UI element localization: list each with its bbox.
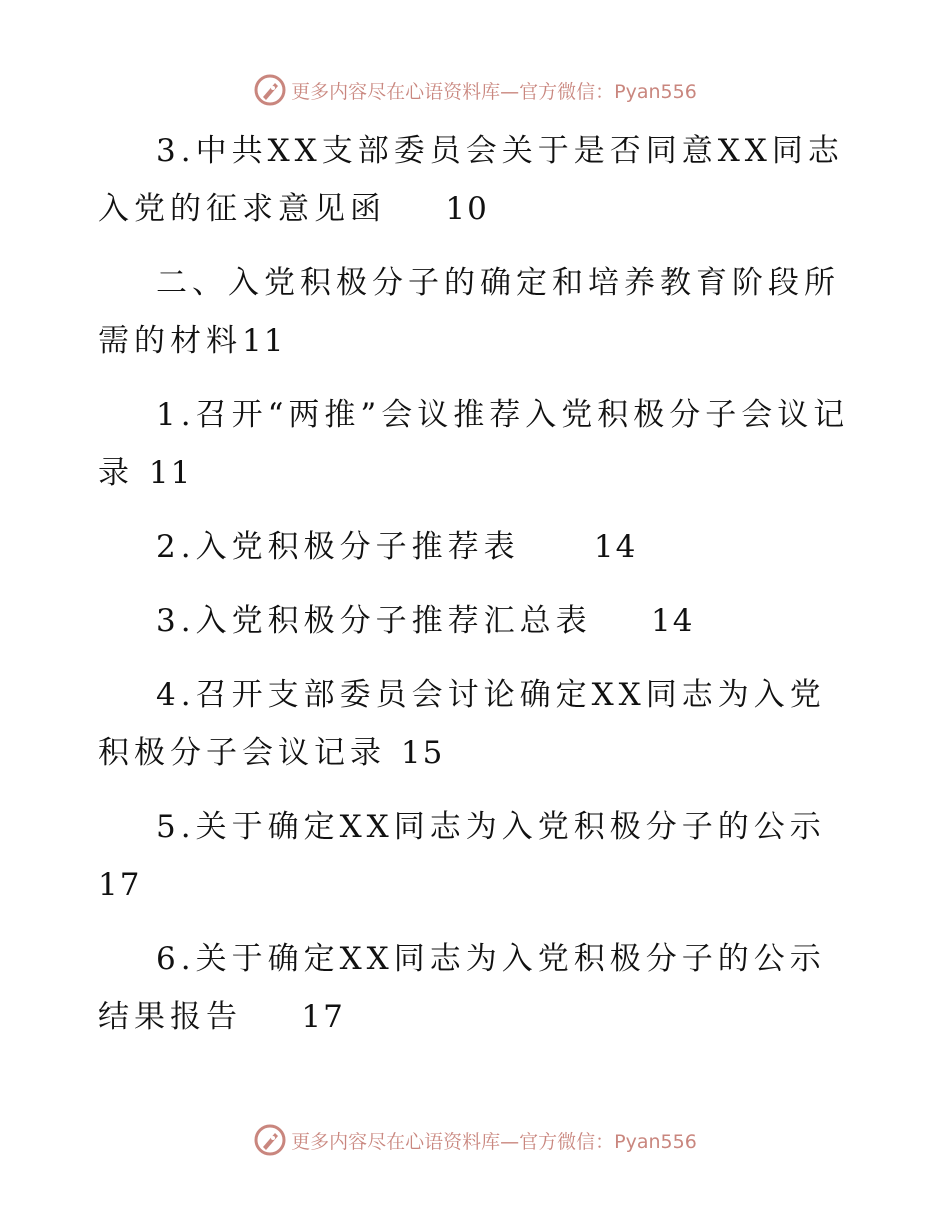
toc-entry[interactable] <box>98 386 858 502</box>
pen-nib-logo <box>253 1123 287 1157</box>
toc-entry-title: 6.关于确定XX同志为入党积极分子的公示结果报告 <box>98 941 826 1035</box>
watermark-text: 更多内容尽在心语资料库—官方微信：Pyan556 <box>291 1130 697 1153</box>
toc-entry-title: 2.入党积极分子推荐表 <box>156 529 520 565</box>
header-watermark <box>0 70 950 110</box>
toc-entry[interactable] <box>98 930 858 1046</box>
toc-entry-title: 1.召开“两推”会议推荐入党积极分子会议记录 <box>98 397 850 491</box>
toc-entry-title: 4.召开支部委员会讨论确定XX同志为入党积极分子会议记录 <box>98 677 826 771</box>
toc-page-number: 14 <box>593 529 638 565</box>
toc-entry-title: 二、入党积极分子的确定和培养教育阶段所需的材料 <box>98 265 840 359</box>
toc-page-number: 11 <box>148 455 193 491</box>
table-of-contents <box>98 122 858 1062</box>
watermark-text: 更多内容尽在心语资料库—官方微信：Pyan556 <box>291 80 697 103</box>
toc-entry-title: 5.关于确定XX同志为入党积极分子的公示 <box>156 809 826 845</box>
toc-entry[interactable] <box>98 122 858 238</box>
toc-page-number: 17 <box>98 867 142 903</box>
toc-page-number: 17 <box>301 999 345 1035</box>
toc-entry-title: 3.中共XX支部委员会关于是否同意XX同志入党的征求意见函 <box>98 133 844 227</box>
toc-entry[interactable] <box>98 798 858 914</box>
toc-entry-title: 3.入党积极分子推荐汇总表 <box>156 603 592 639</box>
toc-entry[interactable] <box>98 592 858 650</box>
toc-page-number: 10 <box>445 191 489 227</box>
toc-page-number: 14 <box>651 603 695 639</box>
toc-entry[interactable] <box>98 518 858 576</box>
toc-entry[interactable] <box>98 666 858 782</box>
pen-nib-logo <box>253 73 287 107</box>
toc-page-number: 15 <box>400 735 445 771</box>
footer-watermark <box>0 1120 950 1160</box>
toc-section-entry[interactable] <box>98 254 858 370</box>
toc-page-number: 11 <box>242 323 286 359</box>
